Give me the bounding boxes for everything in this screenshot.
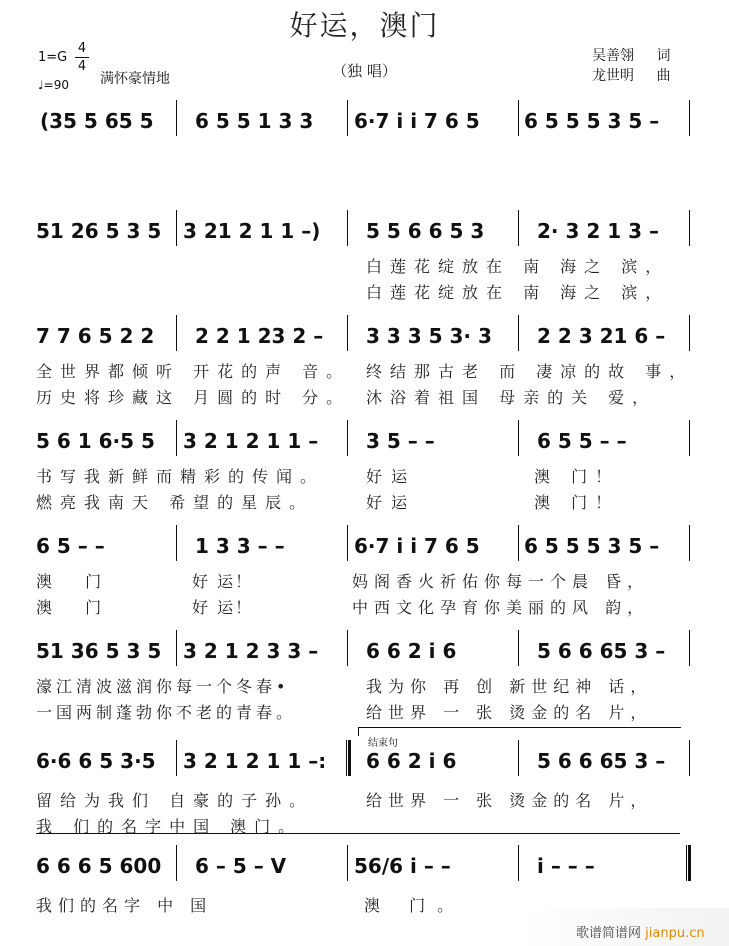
measure-3: 56/6 i – –: [354, 854, 451, 878]
barline: [347, 630, 348, 666]
measure-1: 5 6 1 6·5 5: [36, 429, 155, 453]
measure-1: 6 6 6 5 600: [36, 854, 162, 878]
lyric-verse-1-right: 终结那古老 而 凄凉的故 事，: [366, 362, 694, 381]
lyric-verse-1-left: 濠江清波滋润你每一个冬春•: [36, 677, 290, 696]
barline: [689, 420, 690, 456]
barline: [176, 740, 177, 776]
expression-marking: 满怀豪情地: [100, 71, 170, 87]
barline: [347, 845, 348, 881]
lyric-refrain-4: 澳 门！: [534, 493, 620, 512]
measure-4: 6 5 5 – –: [537, 429, 627, 453]
credits: [592, 46, 670, 86]
measure-3: 6 6 2 i 6: [366, 749, 457, 773]
barline: [689, 740, 690, 776]
barline: [518, 630, 519, 666]
watermark-site: jianpu.cn: [645, 926, 705, 941]
lyric-verse-2-right: 给世界 一 张 烫金的名 片，: [366, 703, 653, 722]
barline: [689, 210, 690, 246]
time-signature-divider: [75, 57, 89, 58]
barline: [518, 845, 519, 881]
lyric-verse-1: 白莲花绽放在 南 海之 滨，: [366, 257, 670, 276]
measure-1: 6·6 6 5 3·5: [36, 749, 156, 773]
lyricist-row: [592, 46, 670, 66]
lyric-verse-2-right: 沐浴着祖国 母亲的关 爱，: [366, 388, 657, 407]
lyric-verse-1-left: 书写我新鲜而精彩的传闻。: [36, 467, 325, 486]
barline: [347, 100, 348, 136]
lyricist-role: 词: [656, 48, 671, 64]
lyric-refrain-1: 澳 门: [36, 572, 116, 591]
measure-1: 51 36 5 3 5: [36, 639, 162, 663]
lyric-verse-2-left: 历史将珍藏这 月圆的时 分。: [36, 388, 351, 407]
composer-row: [592, 66, 670, 86]
barline: [347, 315, 348, 351]
barline: [689, 525, 690, 561]
lyric-refrain-4: 好 运！: [192, 598, 254, 617]
measure-1: 6 5 – –: [36, 534, 105, 558]
measure-2: 3 21 2 1 1 –): [183, 219, 321, 243]
barline: [176, 630, 177, 666]
measure-2: 2 2 1 23 2 –: [195, 324, 324, 348]
lyric-refrain-2: 好 运: [366, 493, 410, 512]
barline: [347, 525, 348, 561]
measure-4: 5 6 6 65 3 –: [537, 749, 666, 773]
barline: [176, 210, 177, 246]
measure-1: (35 5 65 5: [40, 109, 154, 133]
lyric-verse-1-left: 全世界都倾听 开花的声 音。: [36, 362, 351, 381]
measure-2: 1 3 3 – –: [195, 534, 285, 558]
performance-type: （独 唱）: [332, 62, 397, 80]
ending-label: 结束句: [368, 738, 398, 749]
measure-4: 5 6 6 65 3 –: [537, 639, 666, 663]
barline: [518, 740, 519, 776]
measure-2: 6 5 5 1 3 3: [195, 109, 314, 133]
measure-2: 3 2 1 2 3 3 –: [183, 639, 319, 663]
ending-bracket: [358, 727, 681, 736]
ending-bracket-2: [36, 833, 680, 834]
time-signature-top: 4: [77, 41, 87, 56]
lyric-refrain-3: 好 运！: [192, 572, 254, 591]
lyric-verse-2-left: 燃亮我南天 希望的星辰。: [36, 493, 314, 512]
measure-3: 6·7 i i 7 6 5: [354, 534, 480, 558]
barline: [347, 420, 348, 456]
lyric-refrain-3: 澳 门！: [534, 467, 620, 486]
lyric-verse-1-right: 妈阁香火祈佑你每一个晨 昏，: [352, 572, 650, 591]
lyric-verse-1-right: 我为你 再 创 新世纪神 话，: [366, 677, 653, 696]
measure-4: 6 5 5 5 3 5 –: [524, 534, 660, 558]
measure-1: 7 7 6 5 2 2: [36, 324, 155, 348]
lyric-verse-1-left: 留给为我们 自豪的子孙。: [36, 791, 314, 810]
measure-4: i – – –: [537, 854, 595, 878]
composer-name: 龙世明: [592, 68, 634, 84]
watermark: [520, 908, 729, 946]
measure-2: 3 2 1 2 1 1 –:: [183, 749, 327, 773]
lyric-verse-2: 白莲花绽放在 南 海之 滨，: [366, 283, 670, 302]
barline: [176, 525, 177, 561]
measure-2: 6 – 5 – V: [195, 854, 287, 878]
lyric-verse-2-left: 一国两制蓬勃你不老的青春。: [36, 703, 297, 722]
barline: [689, 100, 690, 136]
barline: [347, 210, 348, 246]
lyric-final-left: 我们的名字 中 国: [36, 896, 213, 915]
barline: [176, 420, 177, 456]
measure-3: 5 5 6 6 5 3: [366, 219, 485, 243]
measure-3: 3 5 – –: [366, 429, 435, 453]
measure-2: 3 2 1 2 1 1 –: [183, 429, 319, 453]
lyric-verse-right: 给世界 一 张 烫金的名 片，: [366, 791, 653, 810]
barline: [518, 420, 519, 456]
measure-4: 2 2 3 21 6 –: [537, 324, 666, 348]
barline: [689, 315, 690, 351]
tempo-marking: ♩=90: [38, 78, 69, 92]
time-signature-bottom: 4: [77, 59, 87, 74]
barline: [518, 210, 519, 246]
lyric-refrain-1: 好 运: [366, 467, 410, 486]
measure-4: 6 5 5 5 3 5 –: [524, 109, 660, 133]
measure-3: 6·7 i i 7 6 5: [354, 109, 480, 133]
barline: [518, 100, 519, 136]
song-title: 好运，澳门: [289, 9, 440, 42]
lyric-verse-2-right: 中西文化孕育你美丽的风 韵，: [352, 598, 650, 617]
lyricist-name: 吴善翎: [592, 48, 634, 64]
watermark-text: 歌谱简谱网: [576, 926, 642, 941]
lyric-final-right: 澳 门。: [364, 896, 466, 915]
measure-3: 3 3 3 5 3· 3: [366, 324, 492, 348]
barline: [518, 315, 519, 351]
measure-4: 2· 3 2 1 3 –: [537, 219, 659, 243]
final-barline: [686, 845, 691, 881]
composer-role: 曲: [656, 68, 671, 84]
barline: [176, 315, 177, 351]
time-signature: [75, 41, 89, 74]
lyric-refrain-2: 澳 门: [36, 598, 116, 617]
key-signature: 1=G: [38, 50, 68, 65]
barline: [176, 100, 177, 136]
barline: [176, 845, 177, 881]
barline: [518, 525, 519, 561]
measure-3: 6 6 2 i 6: [366, 639, 457, 663]
measure-1: 51 26 5 3 5: [36, 219, 162, 243]
barline: [689, 630, 690, 666]
lyric-verse-2-left: 我 们的名字中国 澳门。: [36, 817, 303, 836]
repeat-barline: [346, 740, 351, 776]
